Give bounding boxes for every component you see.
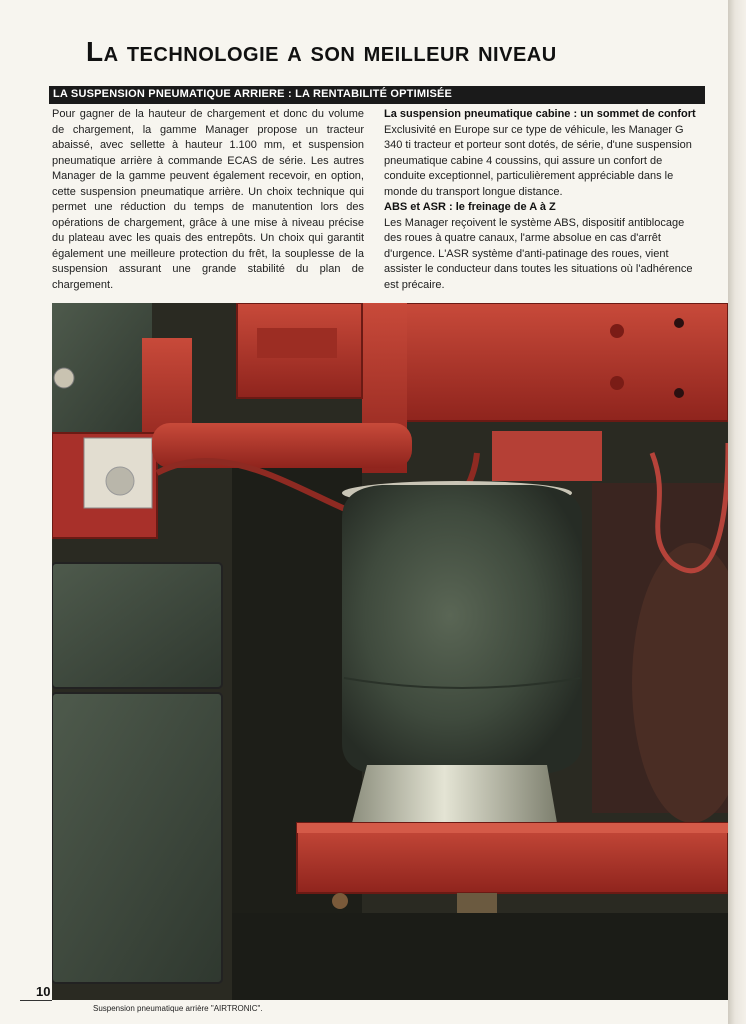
air-suspension-photo [52,303,728,1000]
page-number: 10 [36,984,51,999]
page-title-text: La technologie a son meilleur niveau [86,36,557,67]
page-number-rule [20,1000,52,1001]
cab-suspension-paragraph: Exclusivité en Europe sur ce type de véhicule, les Manager G 340 ti tracteur et porteur sont dotés, de série, d'une suspension pneumatique cabine 4 coussins, qui assure un confort de conduite exceptionnel, particulièrement appréciable dans le monde du transport longue distance. [384,123,692,198]
photo-caption: Suspension pneumatique arrière "AIRTRONIC". [93,1004,263,1013]
left-paragraph: Pour gagner de la hauteur de chargement et donc du volume de chargement, la gamme Manager propose un tracteur abaissé, avec sellette à hauteur 1.100 mm, et suspension pneumatique arrière à commande ECAS de série. Les autres Manager de la gamme peuvent également recevoir, en option, cette suspension pneumatique arrière. Un choix technique qui permet une réduction du temps de manutention lors des opérations de chargement, grâce à une mise à niveau précise du plateau avec les quais des entrepôts. Un choix qui garantit également une meilleure protection du frêt, la souplesse de la suspension assurant une grande stabilité du plan de chargement. [52,108,364,291]
left-text-column [52,107,364,293]
right-text-column [384,107,702,293]
cab-suspension-heading: La suspension pneumatique cabine : un sommet de confort [384,108,696,120]
air-suspension-illustration [52,303,728,1000]
abs-asr-paragraph: Les Manager reçoivent le système ABS, dispositif antiblocage des roues à quatre canaux, l'arme absolue en cas d'arrêt d'urgence. L'ASR système d'anti-patinage des roues, vient assister le conducteur dans toutes les situations où l'adhérence est précaire. [384,216,693,291]
abs-asr-heading: ABS et ASR : le freinage de A à Z [384,201,556,213]
section-header-bar [49,86,705,104]
section-title: LA SUSPENSION PNEUMATIQUE ARRIERE : LA RENTABILITÉ OPTIMISÉE [53,88,453,100]
page-edge [728,0,746,1024]
page-title [86,36,557,68]
